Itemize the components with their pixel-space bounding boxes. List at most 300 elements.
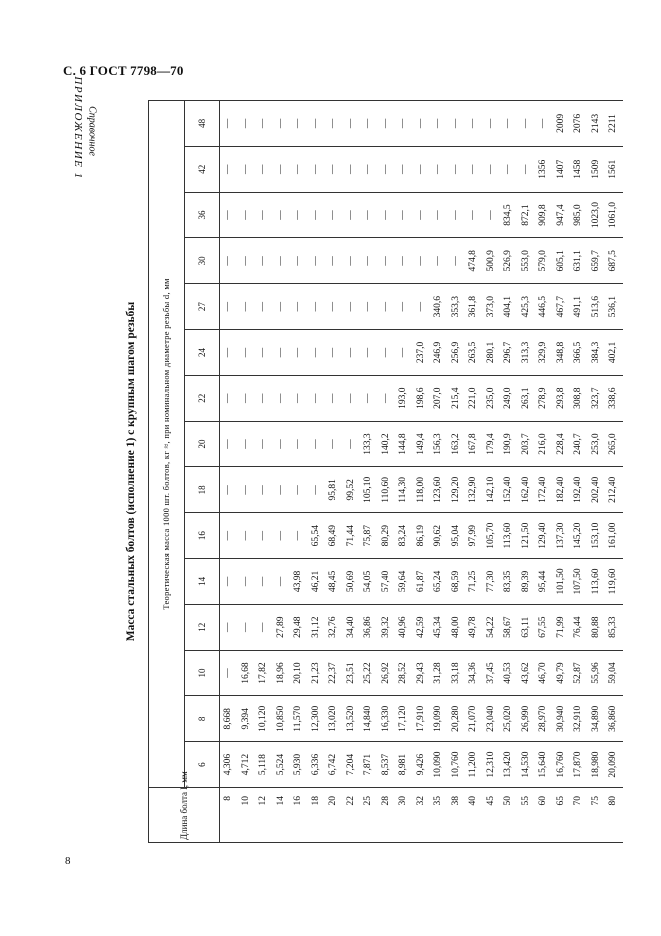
mass-cell: 8,981	[395, 742, 413, 788]
mass-cell: —	[413, 192, 431, 238]
mass-cell: —	[535, 101, 553, 147]
mass-cell: 872,1	[518, 192, 536, 238]
mass-cell: 198,6	[413, 375, 431, 421]
mass-cell: —	[465, 146, 483, 192]
mass-cell: 216,0	[535, 421, 553, 467]
mass-cell: —	[255, 421, 273, 467]
mass-cell: —	[325, 284, 343, 330]
mass-cell: —	[220, 192, 238, 238]
mass-cell: 167,8	[465, 421, 483, 467]
mass-cell: —	[325, 330, 343, 376]
mass-cell: —	[290, 375, 308, 421]
mass-cell: —	[413, 146, 431, 192]
mass-cell: 5,524	[273, 742, 291, 788]
table-row	[448, 101, 466, 843]
mass-cell: 118,00	[413, 467, 431, 513]
mass-cell: —	[483, 101, 501, 147]
mass-cell: 348,8	[553, 330, 571, 376]
mass-cell: 85,33	[605, 604, 623, 650]
mass-cell: 491,1	[570, 284, 588, 330]
mass-cell: 18,980	[588, 742, 606, 788]
mass-cell: 49,79	[553, 650, 571, 696]
mass-cell: 107,50	[570, 559, 588, 605]
mass-cell: 6,336	[308, 742, 326, 788]
mass-cell: 329,9	[535, 330, 553, 376]
mass-cell: —	[308, 238, 326, 284]
diameter-header: 48	[184, 101, 220, 147]
mass-cell: 280,1	[483, 330, 501, 376]
mass-cell: 296,7	[500, 330, 518, 376]
mass-cell: 20,10	[290, 650, 308, 696]
mass-cell: 43,98	[290, 559, 308, 605]
mass-cell: 203,7	[518, 421, 536, 467]
mass-cell: 34,36	[465, 650, 483, 696]
mass-cell: —	[238, 604, 256, 650]
mass-cell: —	[360, 192, 378, 238]
mass-cell: —	[220, 375, 238, 421]
mass-cell: —	[273, 467, 291, 513]
mass-cell: —	[430, 192, 448, 238]
mass-cell: 26,990	[518, 696, 536, 742]
mass-cell: —	[220, 146, 238, 192]
appendix-subtitle: Справочное	[86, 106, 98, 156]
mass-cell: —	[290, 146, 308, 192]
mass-cell: 33,18	[448, 650, 466, 696]
mass-cell: —	[238, 467, 256, 513]
mass-cell: —	[308, 330, 326, 376]
mass-cell: 140,2	[378, 421, 396, 467]
mass-cell: —	[395, 101, 413, 147]
mass-cell: 6,742	[325, 742, 343, 788]
mass-cell: 293,8	[553, 375, 571, 421]
mass-cell: —	[378, 238, 396, 284]
mass-cell: 228,4	[553, 421, 571, 467]
page-number: 8	[65, 855, 71, 867]
mass-cell: 13,020	[325, 696, 343, 742]
mass-cell: 43,62	[518, 650, 536, 696]
mass-cell: 61,87	[413, 559, 431, 605]
length-cell: 70	[570, 788, 588, 843]
mass-cell: —	[220, 101, 238, 147]
mass-cell: —	[448, 238, 466, 284]
mass-cell: 373,0	[483, 284, 501, 330]
length-cell: 38	[448, 788, 466, 843]
mass-cell: —	[308, 101, 326, 147]
mass-cell: 207,0	[430, 375, 448, 421]
mass-cell: —	[255, 604, 273, 650]
mass-cell: —	[273, 421, 291, 467]
length-cell: 65	[553, 788, 571, 843]
mass-cell: 68,49	[325, 513, 343, 559]
diameter-header: 20	[184, 421, 220, 467]
mass-cell: —	[448, 192, 466, 238]
length-cell: 12	[255, 788, 273, 843]
mass-cell: 536,1	[605, 284, 623, 330]
mass-cell: 221,0	[465, 375, 483, 421]
table-row	[238, 101, 256, 843]
mass-cell: —	[360, 330, 378, 376]
mass-cell: 57,40	[378, 559, 396, 605]
mass-cell: —	[220, 559, 238, 605]
mass-cell: 101,50	[553, 559, 571, 605]
mass-cell: 2211	[605, 101, 623, 147]
mass-cell: 121,50	[518, 513, 536, 559]
mass-cell: 474,8	[465, 238, 483, 284]
mass-cell: 605,1	[553, 238, 571, 284]
mass-cell: 132,90	[465, 467, 483, 513]
mass-cell: 71,25	[465, 559, 483, 605]
mass-cell: 340,6	[430, 284, 448, 330]
table-row	[255, 101, 273, 843]
mass-cell: 14,840	[360, 696, 378, 742]
mass-cell: 263,1	[518, 375, 536, 421]
mass-cell: 361,8	[465, 284, 483, 330]
mass-cell: 308,8	[570, 375, 588, 421]
length-cell: 80	[605, 788, 623, 843]
mass-cell: 34,890	[588, 696, 606, 742]
mass-cell: 97,99	[465, 513, 483, 559]
length-cell: 55	[518, 788, 536, 843]
mass-cell: 39,32	[378, 604, 396, 650]
mass-cell: —	[220, 513, 238, 559]
mass-cell: —	[255, 513, 273, 559]
table-row	[465, 101, 483, 843]
length-cell: 35	[430, 788, 448, 843]
mass-cell: 1407	[553, 146, 571, 192]
mass-cell: 384,3	[588, 330, 606, 376]
mass-cell: —	[273, 284, 291, 330]
mass-cell: 18,96	[273, 650, 291, 696]
mass-cell: 687,5	[605, 238, 623, 284]
mass-cell: 1023,0	[588, 192, 606, 238]
mass-cell: 99,52	[343, 467, 361, 513]
mass-cell: 190,9	[500, 421, 518, 467]
table-row	[395, 101, 413, 843]
mass-cell: —	[273, 330, 291, 376]
mass-cell: —	[290, 330, 308, 376]
mass-cell: 179,4	[483, 421, 501, 467]
mass-cell: 1061,0	[605, 192, 623, 238]
mass-cell: 256,9	[448, 330, 466, 376]
mass-cell: 366,5	[570, 330, 588, 376]
mass-cell: —	[325, 421, 343, 467]
mass-cell: 834,5	[500, 192, 518, 238]
mass-cell: 76,44	[570, 604, 588, 650]
mass-cell: 152,40	[500, 467, 518, 513]
mass-cell: 553,0	[518, 238, 536, 284]
mass-cell: —	[238, 192, 256, 238]
mass-cell: —	[255, 375, 273, 421]
table-row	[343, 101, 361, 843]
mass-cell: —	[290, 192, 308, 238]
mass-cell: —	[255, 467, 273, 513]
mass-cell: 119,60	[605, 559, 623, 605]
mass-cell: 202,40	[588, 467, 606, 513]
length-cell: 45	[483, 788, 501, 843]
mass-cell: 265,0	[605, 421, 623, 467]
mass-cell: —	[343, 284, 361, 330]
mass-cell: 17,120	[395, 696, 413, 742]
mass-cell: —	[500, 101, 518, 147]
mass-cell: —	[308, 375, 326, 421]
mass-cell: 246,9	[430, 330, 448, 376]
mass-cell: —	[220, 421, 238, 467]
mass-cell: 113,60	[500, 513, 518, 559]
diameter-header: 14	[184, 559, 220, 605]
mass-cell: 23,51	[343, 650, 361, 696]
mass-cell: 4,712	[238, 742, 256, 788]
mass-cell: 49,78	[465, 604, 483, 650]
mass-cell: —	[220, 467, 238, 513]
table-row	[220, 101, 238, 843]
mass-cell: —	[378, 192, 396, 238]
mass-cell: —	[290, 101, 308, 147]
mass-cell: —	[238, 146, 256, 192]
mass-cell: 32,910	[570, 696, 588, 742]
mass-cell: 404,1	[500, 284, 518, 330]
table-row	[500, 101, 518, 843]
table-row	[378, 101, 396, 843]
mass-cell: 20,280	[448, 696, 466, 742]
page-header: С. 6 ГОСТ 7798—70	[63, 63, 184, 78]
mass-cell: —	[343, 330, 361, 376]
mass-cell: 83,35	[500, 559, 518, 605]
mass-cell: 46,70	[535, 650, 553, 696]
mass-cell: 161,00	[605, 513, 623, 559]
mass-cell: 59,04	[605, 650, 623, 696]
mass-cell: 40,53	[500, 650, 518, 696]
diameter-header: 16	[184, 513, 220, 559]
mass-cell: —	[430, 238, 448, 284]
length-cell: 50	[500, 788, 518, 843]
mass-cell: —	[273, 559, 291, 605]
mass-cell: —	[238, 330, 256, 376]
mass-cell: 71,44	[343, 513, 361, 559]
mass-cell: 110,60	[378, 467, 396, 513]
mass-cell: 137,30	[553, 513, 571, 559]
mass-cell: —	[308, 421, 326, 467]
table-row	[273, 101, 291, 843]
mass-cell: 129,40	[535, 513, 553, 559]
mass-cell: 31,12	[308, 604, 326, 650]
mass-cell: 215,4	[448, 375, 466, 421]
mass-cell: —	[255, 101, 273, 147]
mass-cell: —	[273, 375, 291, 421]
diameter-header: 27	[184, 284, 220, 330]
mass-cell: 17,870	[570, 742, 588, 788]
mass-cell: —	[238, 421, 256, 467]
length-cell: 40	[465, 788, 483, 843]
mass-cell: —	[378, 375, 396, 421]
mass-cell: 90,62	[430, 513, 448, 559]
mass-cell: —	[395, 330, 413, 376]
mass-cell: 68,59	[448, 559, 466, 605]
mass-cell: 909,8	[535, 192, 553, 238]
mass-cell: —	[308, 192, 326, 238]
mass-cell: —	[413, 284, 431, 330]
mass-cell: 446,5	[535, 284, 553, 330]
mass-cell: —	[325, 375, 343, 421]
mass-cell: 9,394	[238, 696, 256, 742]
length-cell: 20	[325, 788, 343, 843]
mass-cell: —	[395, 192, 413, 238]
length-header: Длина болта l, мм	[149, 788, 220, 843]
mass-cell: —	[343, 238, 361, 284]
mass-cell: —	[448, 146, 466, 192]
table-row	[553, 101, 571, 843]
mass-table	[148, 100, 623, 843]
length-cell: 22	[343, 788, 361, 843]
mass-cell: 10,850	[273, 696, 291, 742]
mass-cell: —	[290, 467, 308, 513]
mass-cell: —	[343, 101, 361, 147]
mass-cell: 13,520	[343, 696, 361, 742]
mass-cell: —	[378, 330, 396, 376]
mass-cell: 42,59	[413, 604, 431, 650]
table-row	[290, 101, 308, 843]
mass-cell: 156,3	[430, 421, 448, 467]
mass-cell: 29,43	[413, 650, 431, 696]
mass-cell: 631,1	[570, 238, 588, 284]
mass-cell: 338,6	[605, 375, 623, 421]
mass-cell: 95,44	[535, 559, 553, 605]
mass-cell: 27,89	[273, 604, 291, 650]
mass-cell: 249,0	[500, 375, 518, 421]
mass-cell: —	[273, 238, 291, 284]
mass-cell: —	[220, 330, 238, 376]
mass-cell: —	[360, 238, 378, 284]
mass-cell: 12,300	[308, 696, 326, 742]
mass-cell: —	[343, 192, 361, 238]
length-cell: 75	[588, 788, 606, 843]
mass-cell: —	[273, 513, 291, 559]
mass-cell: 71,99	[553, 604, 571, 650]
mass-cell: —	[255, 146, 273, 192]
length-cell: 25	[360, 788, 378, 843]
mass-cell: 11,570	[290, 696, 308, 742]
mass-cell: 193,0	[395, 375, 413, 421]
mass-cell: 123,60	[430, 467, 448, 513]
mass-cell: —	[325, 192, 343, 238]
mass-cell: —	[220, 238, 238, 284]
table-row	[483, 101, 501, 843]
mass-cell: 54,22	[483, 604, 501, 650]
mass-cell: —	[483, 192, 501, 238]
mass-cell: 192,40	[570, 467, 588, 513]
mass-cell: 425,3	[518, 284, 536, 330]
mass-cell: 1458	[570, 146, 588, 192]
mass-cell: —	[343, 375, 361, 421]
mass-cell: —	[360, 146, 378, 192]
mass-cell: 1509	[588, 146, 606, 192]
mass-cell: —	[395, 238, 413, 284]
diameter-header: 24	[184, 330, 220, 376]
mass-cell: —	[255, 284, 273, 330]
mass-cell: 48,00	[448, 604, 466, 650]
mass-cell: —	[343, 421, 361, 467]
mass-cell: 7,204	[343, 742, 361, 788]
mass-cell: 145,20	[570, 513, 588, 559]
mass-cell: 95,81	[325, 467, 343, 513]
mass-cell: 59,64	[395, 559, 413, 605]
mass-cell: 113,60	[588, 559, 606, 605]
diameter-header: 18	[184, 467, 220, 513]
mass-cell: 67,55	[535, 604, 553, 650]
mass-cell: —	[430, 101, 448, 147]
mass-cell: 63,11	[518, 604, 536, 650]
mass-cell: 240,7	[570, 421, 588, 467]
table-row	[518, 101, 536, 843]
mass-cell: 5,118	[255, 742, 273, 788]
mass-cell: 182,40	[553, 467, 571, 513]
length-cell: 8	[220, 788, 238, 843]
table-title: Масса стальных болтов (исполнение 1) с крупным шагом резьбы	[125, 301, 137, 642]
mass-cell: 28,970	[535, 696, 553, 742]
mass-cell: 162,40	[518, 467, 536, 513]
mass-cell: —	[308, 467, 326, 513]
table-row	[570, 101, 588, 843]
mass-cell: —	[308, 146, 326, 192]
mass-cell: 10,120	[255, 696, 273, 742]
mass-cell: —	[220, 284, 238, 330]
mass-cell: 23,040	[483, 696, 501, 742]
mass-cell: 25,22	[360, 650, 378, 696]
diameter-header: 8	[184, 696, 220, 742]
mass-cell: —	[500, 146, 518, 192]
mass-cell: —	[395, 146, 413, 192]
mass-cell: 8,537	[378, 742, 396, 788]
mass-cell: 36,860	[605, 696, 623, 742]
mass-cell: 133,3	[360, 421, 378, 467]
mass-cell: —	[220, 650, 238, 696]
mass-cell: 10,090	[430, 742, 448, 788]
mass-cell: 212,40	[605, 467, 623, 513]
mass-cell: 83,24	[395, 513, 413, 559]
mass-cell: —	[360, 284, 378, 330]
mass-cell: 48,45	[325, 559, 343, 605]
appendix-title: ПРИЛОЖЕНИЕ 1	[72, 76, 84, 180]
mass-cell: —	[290, 513, 308, 559]
mass-cell: —	[378, 146, 396, 192]
mass-cell: 46,21	[308, 559, 326, 605]
table-row	[605, 101, 623, 843]
mass-cell: 235,0	[483, 375, 501, 421]
mass-cell: —	[290, 284, 308, 330]
mass-cell: —	[325, 238, 343, 284]
mass-cell: 1356	[535, 146, 553, 192]
mass-cell: 22,37	[325, 650, 343, 696]
length-cell: 10	[238, 788, 256, 843]
table-row	[535, 101, 553, 843]
mass-cell: 1561	[605, 146, 623, 192]
mass-cell: 172,40	[535, 467, 553, 513]
mass-cell: —	[448, 101, 466, 147]
mass-cell: 50,69	[343, 559, 361, 605]
mass-cell: 500,9	[483, 238, 501, 284]
mass-cell: —	[465, 192, 483, 238]
length-cell: 16	[290, 788, 308, 843]
mass-cell: 253,0	[588, 421, 606, 467]
mass-cell: 313,3	[518, 330, 536, 376]
mass-cell: —	[238, 284, 256, 330]
mass-cell: 65,54	[308, 513, 326, 559]
mass-cell: 55,96	[588, 650, 606, 696]
rotated-table-region	[120, 100, 618, 843]
diameter-header: 6	[184, 742, 220, 788]
diameter-header: 12	[184, 604, 220, 650]
mass-cell: 11,200	[465, 742, 483, 788]
mass-cell: 144,8	[395, 421, 413, 467]
